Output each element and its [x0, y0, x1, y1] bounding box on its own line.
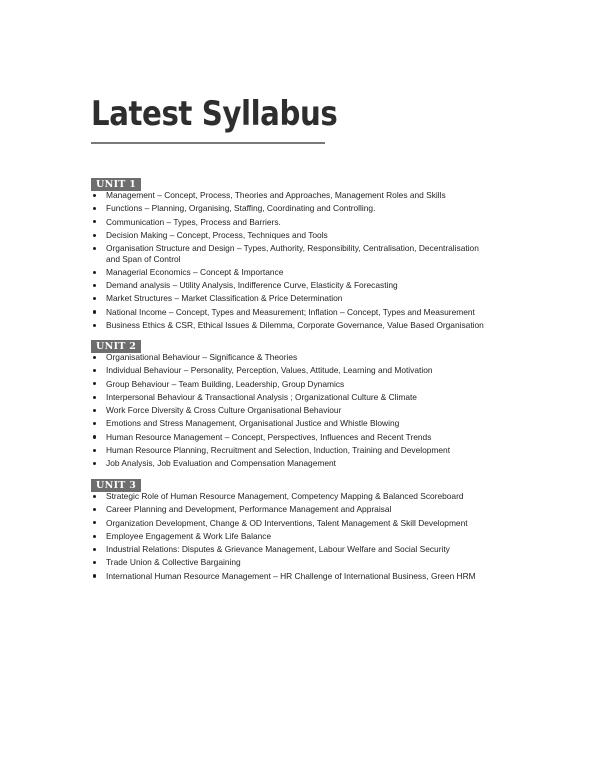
list-item: Interpersonal Behaviour & Transactional Analysis ; Organizational Culture & Climate: [91, 392, 491, 402]
list-item: Decision Making – Concept, Process, Techniques and Tools: [91, 230, 491, 240]
list-item: Career Planning and Development, Performance Management and Appraisal: [91, 504, 491, 514]
list-item: Human Resource Management – Concept, Perspectives, Influences and Recent Trends: [91, 432, 491, 442]
unit-1-list: [91, 190, 491, 333]
unit-1-badge: UNIT 1: [91, 178, 141, 191]
list-item: Strategic Role of Human Resource Management, Competency Mapping & Balanced Scoreboard: [91, 491, 491, 501]
list-item: Managerial Economics – Concept & Importance: [91, 267, 491, 277]
list-item: Communication – Types, Process and Barriers.: [91, 217, 491, 227]
list-item: Functions – Planning, Organising, Staffing, Coordinating and Controlling.: [91, 203, 491, 213]
list-item: Market Structures – Market Classification & Price Determination: [91, 293, 491, 303]
list-item: Management – Concept, Process, Theories and Approaches, Management Roles and Skills: [91, 190, 491, 200]
list-item: International Human Resource Management – HR Challenge of International Business, Green HRM: [91, 571, 491, 581]
list-item: Organization Development, Change & OD Interventions, Talent Management & Skill Development: [91, 518, 491, 528]
list-item: Work Force Diversity & Cross Culture Organisational Behaviour: [91, 405, 491, 415]
unit-3-list: [91, 491, 491, 584]
list-item: Job Analysis, Job Evaluation and Compensation Management: [91, 458, 491, 468]
list-item: Individual Behaviour – Personality, Perception, Values, Attitude, Learning and Motivation: [91, 365, 491, 375]
unit-2-list: [91, 352, 491, 472]
list-item: Trade Union & Collective Bargaining: [91, 557, 491, 567]
unit-3-badge: UNIT 3: [91, 479, 141, 492]
page-title: Latest Syllabus: [91, 94, 338, 134]
unit-2-badge: UNIT 2: [91, 340, 141, 353]
list-item: Emotions and Stress Management, Organisational Justice and Whistle Blowing: [91, 418, 491, 428]
list-item: Organisational Behaviour – Significance & Theories: [91, 352, 491, 362]
list-item: Business Ethics & CSR, Ethical Issues & Dilemma, Corporate Governance, Value Based Organisation: [91, 320, 491, 330]
list-item: Organisation Structure and Design – Types, Authority, Responsibility, Centralisation, Decentralisation and Span of Control: [91, 243, 491, 264]
title-block: [91, 92, 338, 136]
list-item: Industrial Relations: Disputes & Grievance Management, Labour Welfare and Social Security: [91, 544, 491, 554]
title-underline: [91, 142, 325, 144]
list-item: National Income – Concept, Types and Measurement; Inflation – Concept, Types and Measurement: [91, 307, 491, 317]
list-item: Employee Engagement & Work Life Balance: [91, 531, 491, 541]
list-item: Group Behaviour – Team Building, Leadership, Group Dynamics: [91, 379, 491, 389]
list-item: Demand analysis – Utility Analysis, Indifference Curve, Elasticity & Forecasting: [91, 280, 491, 290]
list-item: Human Resource Planning, Recruitment and Selection, Induction, Training and Development: [91, 445, 491, 455]
